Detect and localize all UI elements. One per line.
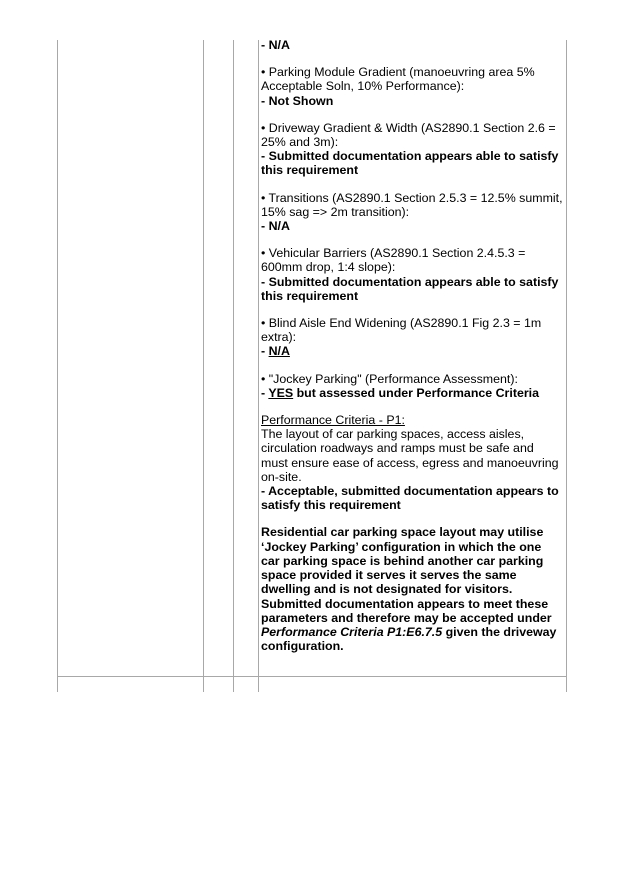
item-transitions [261, 191, 563, 234]
performance-heading: Performance Criteria - P1: [261, 413, 405, 428]
summary-block [261, 525, 563, 653]
result-text: - Not Shown [261, 93, 334, 108]
table-border-left [57, 40, 58, 692]
table-divider-3 [258, 40, 259, 692]
table-divider-1 [203, 40, 204, 692]
criterion-text: • "Jockey Parking" (Performance Assessment): [261, 371, 518, 386]
table-divider-2 [233, 40, 234, 692]
item-na-result [261, 38, 563, 52]
item-blind-aisle-widening [261, 316, 563, 359]
criterion-text: • Vehicular Barriers (AS2890.1 Section 2.4.5.3 = 600mm drop, 1:4 slope): [261, 246, 526, 275]
result-prefix: - [261, 344, 269, 359]
result-underlined: YES [268, 385, 294, 400]
table-border-right [566, 40, 567, 692]
result-prefix: - [261, 385, 269, 400]
criterion-text: • Driveway Gradient & Width (AS2890.1 Section 2.6 = 25% and 3m): [261, 120, 556, 150]
summary-criteria-ref: Performance Criteria P1:E6.7.5 [261, 624, 443, 639]
result-text: - Submitted documentation appears able to satisfy this requirement [261, 149, 559, 178]
item-driveway-gradient-width [261, 121, 563, 178]
result-suffix: but assessed under Performance Criteria [293, 385, 539, 400]
result-underlined: N/A [268, 344, 290, 359]
criterion-text: • Blind Aisle End Widening (AS2890.1 Fig 2.3 = 1m extra): [261, 316, 542, 345]
result-text: - N/A [261, 219, 290, 234]
result-text [261, 344, 563, 358]
item-jockey-parking [261, 372, 563, 400]
item-vehicular-barriers [261, 246, 563, 303]
criterion-text: • Transitions (AS2890.1 Section 2.5.3 = 12.5% summit, 15% sag => 2m transition): [261, 190, 563, 219]
table-row-separator [57, 676, 567, 677]
criterion-text: • Parking Module Gradient (manoeuvring area 5% Acceptable Soln, 10% Performance): [261, 65, 535, 94]
result-text: - N/A [261, 38, 290, 52]
result-text [261, 386, 563, 400]
performance-text: The layout of car parking spaces, access aisles, circulation roadways and ramps must be safe and must ensure ease of access, egress and manoeuvring on-site. [261, 427, 559, 484]
summary-text-before: Residential car parking space layout may utilise ‘Jockey Parking’ configuration in which the one car parking space is behind another car parking space provided it serves it serves the same dwelling and is not designated for visitors. Submitted documentation appears to meet these parameters and therefore may be accepted under [261, 525, 552, 625]
summary-text-after: given the driveway configuration. [261, 624, 557, 654]
performance-criteria-block [261, 413, 563, 512]
performance-result: - Acceptable, submitted documentation appears to satisfy this requirement [261, 484, 559, 513]
item-parking-module-gradient [261, 65, 563, 108]
assessment-cell [261, 38, 563, 666]
result-text: - Submitted documentation appears able to satisfy this requirement [261, 274, 559, 303]
